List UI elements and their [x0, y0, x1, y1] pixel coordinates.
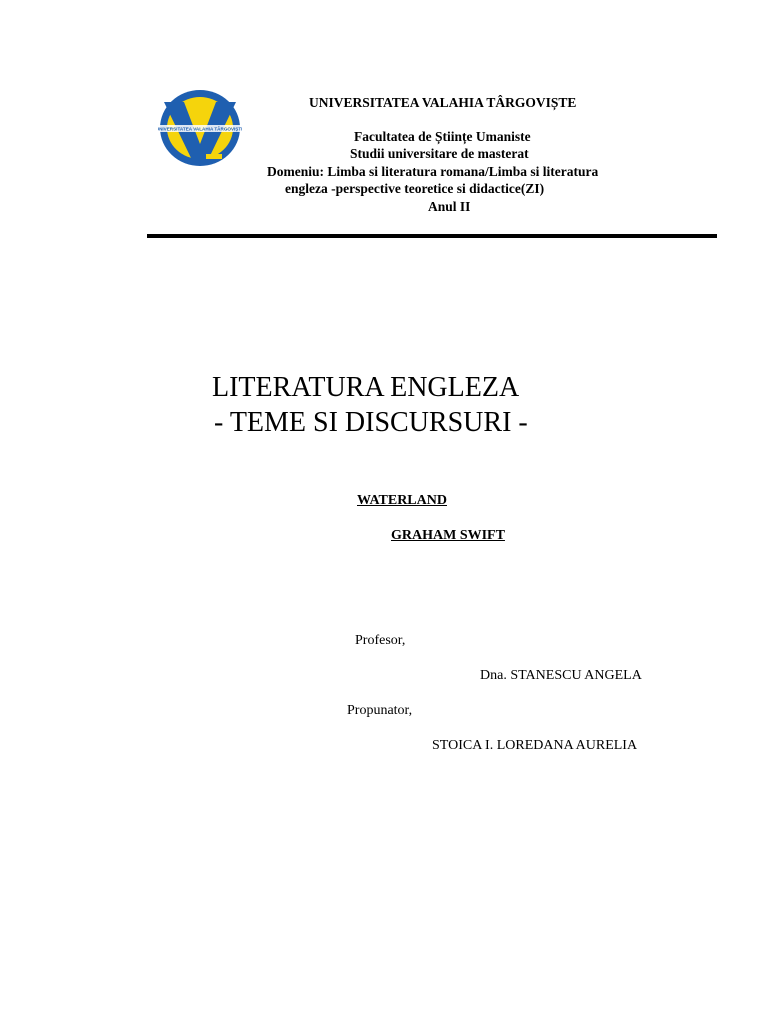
work-author: GRAHAM SWIFT: [391, 528, 505, 543]
document-subtitle: - TEME SI DISCURSURI -: [214, 407, 528, 438]
work-title: WATERLAND: [357, 493, 447, 508]
proponent-name: STOICA I. LOREDANA AURELIA: [432, 738, 638, 753]
professor-name: Dna. STANESCU ANGELA: [480, 668, 642, 683]
proponent-label: Propunator,: [347, 703, 413, 718]
logo-ring-text: UNIVERSITATEA VALAHIA TÂRGOVIȘTE: [158, 126, 242, 132]
university-name: UNIVERSITATEA VALAHIA TÂRGOVIȘTE: [309, 95, 577, 110]
domain-line-1: Domeniu: Limba si literatura romana/Limba si literatura: [267, 164, 599, 179]
study-program: Studii universitare de masterat: [350, 146, 529, 161]
professor-label: Profesor,: [355, 633, 406, 648]
study-year: Anul II: [428, 199, 471, 214]
university-logo-icon: [158, 88, 242, 168]
faculty-name: Facultatea de Științe Umaniste: [354, 129, 531, 144]
header-divider: [147, 234, 717, 238]
domain-line-2: engleza -perspective teoretice si didactice(ZI): [285, 181, 545, 196]
document-title: LITERATURA ENGLEZA: [212, 372, 520, 403]
